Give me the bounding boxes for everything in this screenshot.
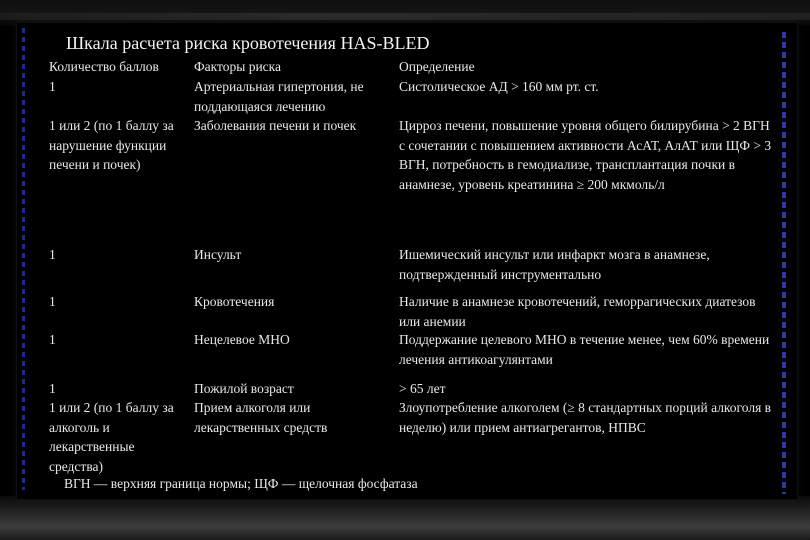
header-definition: Определение — [399, 59, 475, 74]
row-4-definition: Поддержание целевого МНО в течение менее, чем 60% времени лечения антикоагулянтами — [399, 332, 770, 367]
row-2-points: 1 — [49, 247, 56, 262]
row-6-definition: Злоупотребление алкоголем (≥ 8 стандартных порций алкоголя в неделю) или прием антиагрегантов, НПВС — [399, 400, 772, 435]
row-5-points: 1 — [49, 381, 56, 396]
slide-title: Шкала расчета риска кровотечения HAS-BLED — [66, 33, 430, 53]
row-0-definition: Систолическое АД > 160 мм рт. ст. — [399, 79, 599, 94]
header-factors: Факторы риска — [194, 59, 282, 74]
row-5-definition: > 65 лет — [399, 381, 446, 396]
bottom-decorative-band — [0, 496, 810, 540]
row-3-points: 1 — [49, 294, 56, 309]
row-0-points: 1 — [49, 79, 56, 94]
row-0-factor: Артериальная гипертония, не поддающаяся лечению — [194, 79, 364, 114]
row-3-definition: Наличие в анамнезе кровотечений, геморрагических диатезов или анемии — [399, 294, 756, 329]
top-band-streak — [0, 13, 810, 20]
row-1-factor: Заболевания печени и почек — [194, 118, 357, 133]
row-2-factor: Инсульт — [194, 247, 242, 262]
row-4-factor: Нецелевое МНО — [194, 332, 290, 347]
row-5-factor: Пожилой возраст — [194, 381, 294, 396]
left-dashed-border — [22, 28, 25, 490]
row-1-definition: Цирроз печени, повышение уровня общего билирубина > 2 ВГН с сочетании с повышением активности АсАТ, АлАТ или ЩФ > 3 ВГН, потребность в гемодиализе, трансплантация почки в анамнезе, уровень креатинина ≥ 200 мкмоль/л — [399, 118, 772, 192]
footnote: ВГН — верхняя граница нормы; ЩФ — щелочная фосфатаза — [64, 476, 418, 491]
row-3-factor: Кровотечения — [194, 294, 275, 309]
right-dashed-border — [782, 32, 786, 494]
row-6-points: 1 или 2 (по 1 баллу за алкоголь и лекарственные средства) — [49, 400, 174, 474]
row-4-points: 1 — [49, 332, 56, 347]
row-1-points: 1 или 2 (по 1 баллу за нарушение функции печени и почек) — [49, 118, 174, 172]
row-6-factor: Прием алкоголя или лекарственных средств — [194, 400, 328, 435]
row-2-definition: Ишемический инсульт или инфаркт мозга в анамнезе, подтвержденный инструментально — [399, 247, 710, 282]
header-points: Количество баллов — [49, 59, 159, 74]
